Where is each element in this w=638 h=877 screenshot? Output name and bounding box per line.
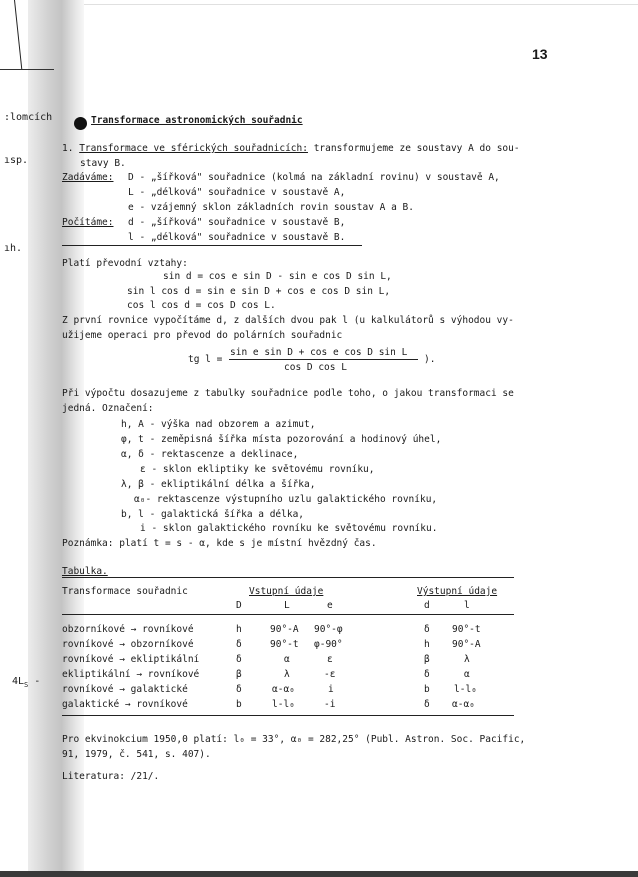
relation-3: cos l cos d = cos D cos L. bbox=[127, 300, 276, 311]
notation-6: α₀- rektascenze výstupního uzlu galaktického rovníku, bbox=[134, 494, 438, 505]
compute-label: Počítáme: bbox=[62, 217, 114, 228]
row-cell-D: δ bbox=[236, 639, 242, 650]
row-cell-L: λ bbox=[284, 669, 290, 680]
margin-text-4: $4L_S$ - bbox=[12, 676, 41, 689]
table-bottom-rule bbox=[62, 715, 514, 716]
substitution-line-1: Při výpočtu dosazujeme z tabulky souřadnice podle toho, o jakou transformaci se bbox=[62, 388, 514, 399]
row-cell-e: ε bbox=[327, 654, 333, 665]
row-cell-l: α-α₀ bbox=[452, 699, 475, 710]
row-cell-L: l-l₀ bbox=[272, 699, 295, 710]
tan-lhs: tg l = bbox=[188, 354, 223, 365]
notation-8: i - sklon galaktického rovníku ke světovému rovníku. bbox=[140, 523, 438, 534]
sub-header-e: e bbox=[327, 600, 333, 611]
row-cell-l: 90°-t bbox=[452, 624, 481, 635]
compute-line-1: d - „šířková" souřadnice v soustavě B, bbox=[128, 217, 346, 228]
row-cell-e: 90°-φ bbox=[314, 624, 343, 635]
row-name: obzorníkové → rovníkové bbox=[62, 624, 194, 635]
row-cell-e: i bbox=[328, 684, 334, 695]
row-cell-d: δ bbox=[424, 669, 430, 680]
table-header-rule bbox=[62, 614, 514, 615]
margin-text-2: ısp. bbox=[4, 155, 29, 166]
sub-header-L: L bbox=[284, 600, 290, 611]
notation-3: α, δ - rektascenze a deklinace, bbox=[121, 449, 299, 460]
row-cell-D: β bbox=[236, 669, 242, 680]
row-cell-L: α-α₀ bbox=[272, 684, 295, 695]
row-cell-L: 90°-t bbox=[270, 639, 299, 650]
tan-denominator: cos D cos L bbox=[284, 362, 347, 373]
given-line-2: L - „délková" souřadnice v soustavě A, bbox=[128, 187, 346, 198]
row-cell-l: l-l₀ bbox=[454, 684, 477, 695]
col-transform-header: Transformace souřadnic bbox=[62, 586, 188, 597]
row-cell-L: 90°-A bbox=[270, 624, 299, 635]
margin-text-1: :lomcích bbox=[4, 112, 53, 123]
relation-2: sin l cos d = sin e sin D + cos e cos D sin L, bbox=[127, 286, 391, 297]
row-cell-D: h bbox=[236, 624, 242, 635]
margin-rule bbox=[0, 69, 54, 70]
row-name: rovníkové → obzorníkové bbox=[62, 639, 194, 650]
sub-header-D: D bbox=[236, 600, 242, 611]
bullet-icon bbox=[74, 117, 87, 130]
margin-text-3: ıh. bbox=[4, 243, 23, 254]
equinox-line-1: Pro ekvinokcium 1950,0 platí: l₀ = 33°, α₀ = 282,25° (Publ. Astron. Soc. Pacific, bbox=[62, 734, 526, 745]
row-cell-d: δ bbox=[424, 699, 430, 710]
output-group-header: Výstupní údaje bbox=[417, 586, 498, 597]
notation-7: b, l - galaktická šířka a délka, bbox=[121, 509, 305, 520]
row-cell-e: -i bbox=[324, 699, 336, 710]
top-edge bbox=[84, 4, 638, 5]
section-heading: Transformace astronomických souřadnic bbox=[91, 115, 303, 126]
compute-line-2: l - „délková" souřadnice v soustavě B. bbox=[128, 232, 346, 243]
fraction-bar bbox=[229, 359, 418, 360]
row-cell-l: 90°-A bbox=[452, 639, 481, 650]
notation-2: φ, t - zeměpisná šířka místa pozorování a hodinový úhel, bbox=[121, 434, 442, 445]
relation-1: sin d = cos e sin D - sin e cos D sin L, bbox=[163, 271, 392, 282]
sub-header-d: d bbox=[424, 600, 430, 611]
row-cell-D: δ bbox=[236, 654, 242, 665]
row-name: ekliptikální → rovníkové bbox=[62, 669, 200, 680]
binding-shadow bbox=[28, 0, 84, 877]
row-cell-L: α bbox=[284, 654, 290, 665]
first-eq-line-1: Z první rovnice vypočítáme d, z dalších dvou pak l (u kalkulátorů s výhodou vy- bbox=[62, 315, 514, 326]
row-cell-d: b bbox=[424, 684, 430, 695]
given-label: Zadáváme: bbox=[62, 172, 114, 183]
table-caption: Tabulka. bbox=[62, 566, 108, 577]
row-cell-d: h bbox=[424, 639, 430, 650]
row-cell-D: b bbox=[236, 699, 242, 710]
given-line-1: D - „šířková" souřadnice (kolmá na základní rovinu) v soustavě A, bbox=[128, 172, 500, 183]
bottom-band bbox=[0, 871, 638, 877]
notation-1: h, A - výška nad obzorem a azimut, bbox=[121, 419, 316, 430]
literature: Literatura: /21/. bbox=[62, 771, 160, 782]
row-cell-l: α bbox=[464, 669, 470, 680]
row-cell-d: δ bbox=[424, 624, 430, 635]
notation-4: ε - sklon ekliptiky ke světovému rovníku, bbox=[140, 464, 375, 475]
given-line-3: e - vzájemný sklon základních rovin soustav A a B. bbox=[128, 202, 414, 213]
note: Poznámka: platí t = s - α, kde s je místní hvězdný čas. bbox=[62, 538, 377, 549]
row-cell-l: λ bbox=[464, 654, 470, 665]
section1-line: 1. Transformace ve sférických souřadnicích: transformujeme ze soustavy A do sou- bbox=[62, 143, 520, 154]
row-cell-D: δ bbox=[236, 684, 242, 695]
notation-5: λ, β - ekliptikální délka a šířka, bbox=[121, 479, 316, 490]
section-rule bbox=[62, 245, 362, 246]
input-group-header: Vstupní údaje bbox=[249, 586, 324, 597]
first-eq-line-2: užijeme operaci pro převod do polárních souřadnic bbox=[62, 330, 343, 341]
tan-numerator: sin e sin D + cos e cos D sin L bbox=[230, 347, 408, 358]
page-edge bbox=[14, 0, 22, 70]
table-top-rule bbox=[62, 577, 514, 578]
page-number: 13 bbox=[532, 46, 548, 62]
section1-cont: stavy B. bbox=[80, 158, 126, 169]
row-name: rovníkové → ekliptikální bbox=[62, 654, 200, 665]
row-cell-d: β bbox=[424, 654, 430, 665]
row-cell-e: -ε bbox=[324, 669, 336, 680]
equinox-line-2: 91, 1979, č. 541, s. 407). bbox=[62, 749, 211, 760]
relations-intro: Platí převodní vztahy: bbox=[62, 258, 188, 269]
substitution-line-2: jedná. Označení: bbox=[62, 403, 154, 414]
row-name: galaktické → rovníkové bbox=[62, 699, 188, 710]
row-name: rovníkové → galaktické bbox=[62, 684, 188, 695]
sub-header-l: l bbox=[464, 600, 470, 611]
tan-tail: ). bbox=[424, 354, 436, 365]
row-cell-e: φ-90° bbox=[314, 639, 343, 650]
